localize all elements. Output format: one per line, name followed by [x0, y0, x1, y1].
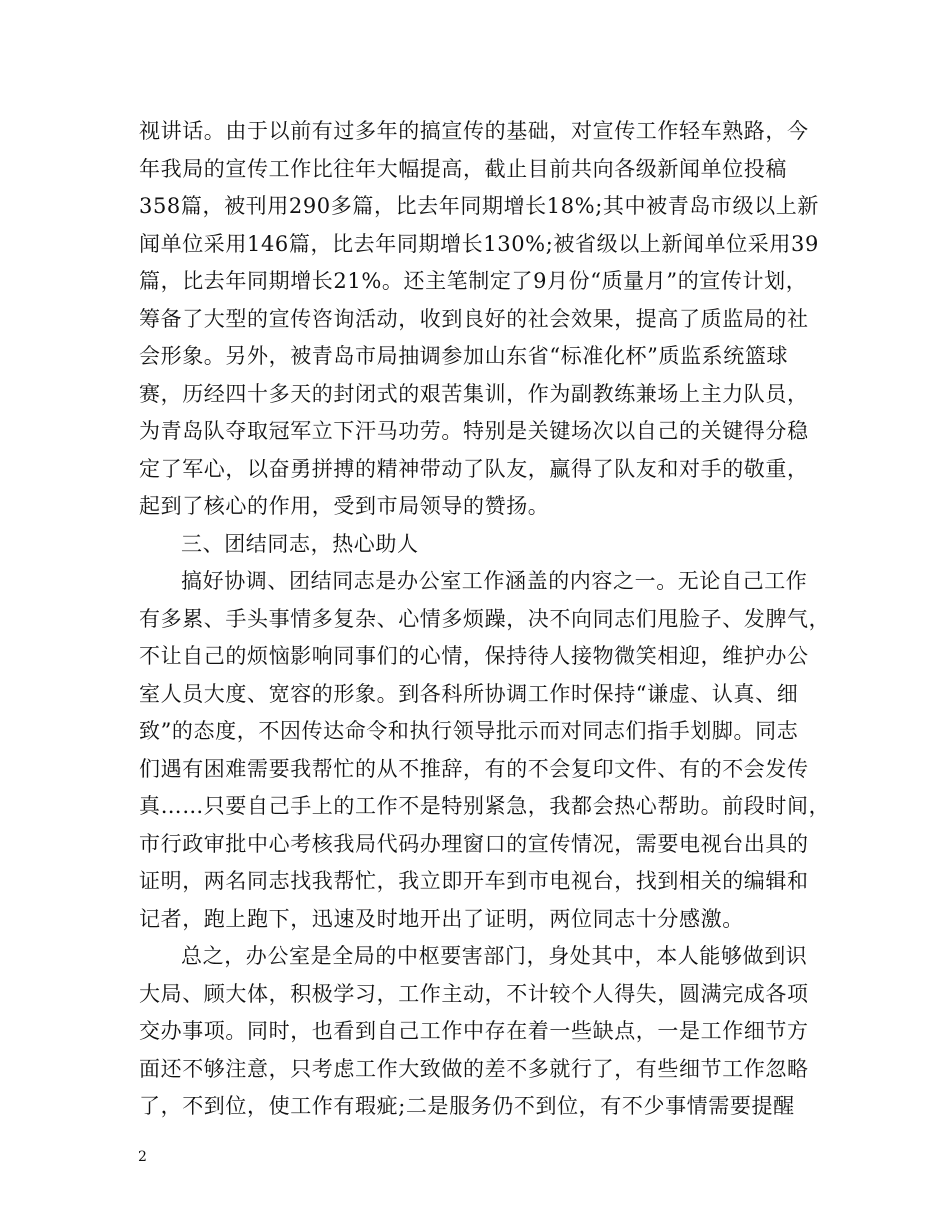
text-line: 证明，两名同志找我帮忙，我立即开车到市电视台，找到相关的编辑和: [139, 869, 809, 893]
text-line: 大局、顾大体，积极学习，工作主动，不计较个人得失，圆满完成各项: [139, 981, 809, 1006]
text-line: 搞好协调、团结同志是办公室工作涵盖的内容之一。无论自己工作: [181, 569, 808, 593]
text-line: 起到了核心的作用，受到市局领导的赞扬。: [139, 494, 550, 518]
text-line: 总之，办公室是全局的中枢要害部门，身处其中，本人能够做到识: [181, 944, 808, 968]
text-line: 定了军心，以奋勇拼搏的精神带动了队友，赢得了队友和对手的敬重，: [139, 456, 809, 481]
text-line: 市行政审批中心考核我局代码办理窗口的宣传情况，需要电视台出具的: [139, 831, 809, 856]
text-line: 真……只要自己手上的工作不是特别紧急，我都会热心帮助。前段时间，: [139, 794, 831, 818]
text-line: 闻单位采用146篇，比去年同期增长130%;被省级以上新闻单位采用39: [139, 231, 819, 256]
text-line: 筹备了大型的宣传咨询活动，收到良好的社会效果，提高了质监局的社: [139, 306, 809, 331]
body-text: [139, 113, 831, 1126]
text-line: 篇，比去年同期增长21%。还主笔制定了9月份“质量月”的宣传计划，: [139, 269, 808, 293]
text-line: 不让自己的烦恼影响同事们的心情，保持待人接物微笑相迎，维护办公: [139, 644, 809, 668]
text-line: 为青岛队夺取冠军立下汗马功劳。特别是关键场次以自己的关键得分稳: [139, 419, 809, 443]
text-line: 会形象。另外，被青岛市局抽调参加山东省“标准化杯”质监系统篮球: [139, 344, 789, 368]
text-line: 了，不到位，使工作有瑕疵;二是服务仍不到位，有不少事情需要提醒: [139, 1094, 795, 1118]
text-line: 视讲话。由于以前有过多年的搞宣传的基础，对宣传工作轻车熟路，今: [139, 119, 809, 143]
text-line: 面还不够注意，只考虑工作大致做的差不多就行了，有些细节工作忽略: [139, 1056, 809, 1081]
page-number: 2: [138, 1149, 147, 1165]
text-line: 记者，跑上跑下，迅速及时地开出了证明，两位同志十分感激。: [139, 906, 744, 931]
text-line: 们遇有困难需要我帮忙的从不推辞，有的不会复印文件、有的不会发传: [139, 756, 809, 781]
text-line: 交办事项。同时，也看到自己工作中存在着一些缺点，一是工作细节方: [139, 1019, 809, 1043]
text-line: 年我局的宣传工作比往年大幅提高，截止目前共向各级新闻单位投稿: [139, 156, 787, 181]
text-line: 三、团结同志，热心助人: [181, 531, 419, 556]
text-line: 室人员大度、宽容的形象。到各科所协调工作时保持“谦虚、认真、细: [139, 681, 799, 706]
text-line: 有多累、手头事情多复杂、心情多烦躁，决不向同志们甩脸子、发脾气，: [139, 606, 831, 631]
text-line: 赛，历经四十多天的封闭式的艰苦集训，作为副教练兼场上主力队员，: [139, 381, 809, 406]
text-line: 致”的态度，不因传达命令和执行领导批示而对同志们指手划脚。同志: [139, 719, 799, 743]
text-line: 358篇，被刊用290多篇，比去年同期增长18%;其中被青岛市级以上新: [139, 194, 819, 218]
